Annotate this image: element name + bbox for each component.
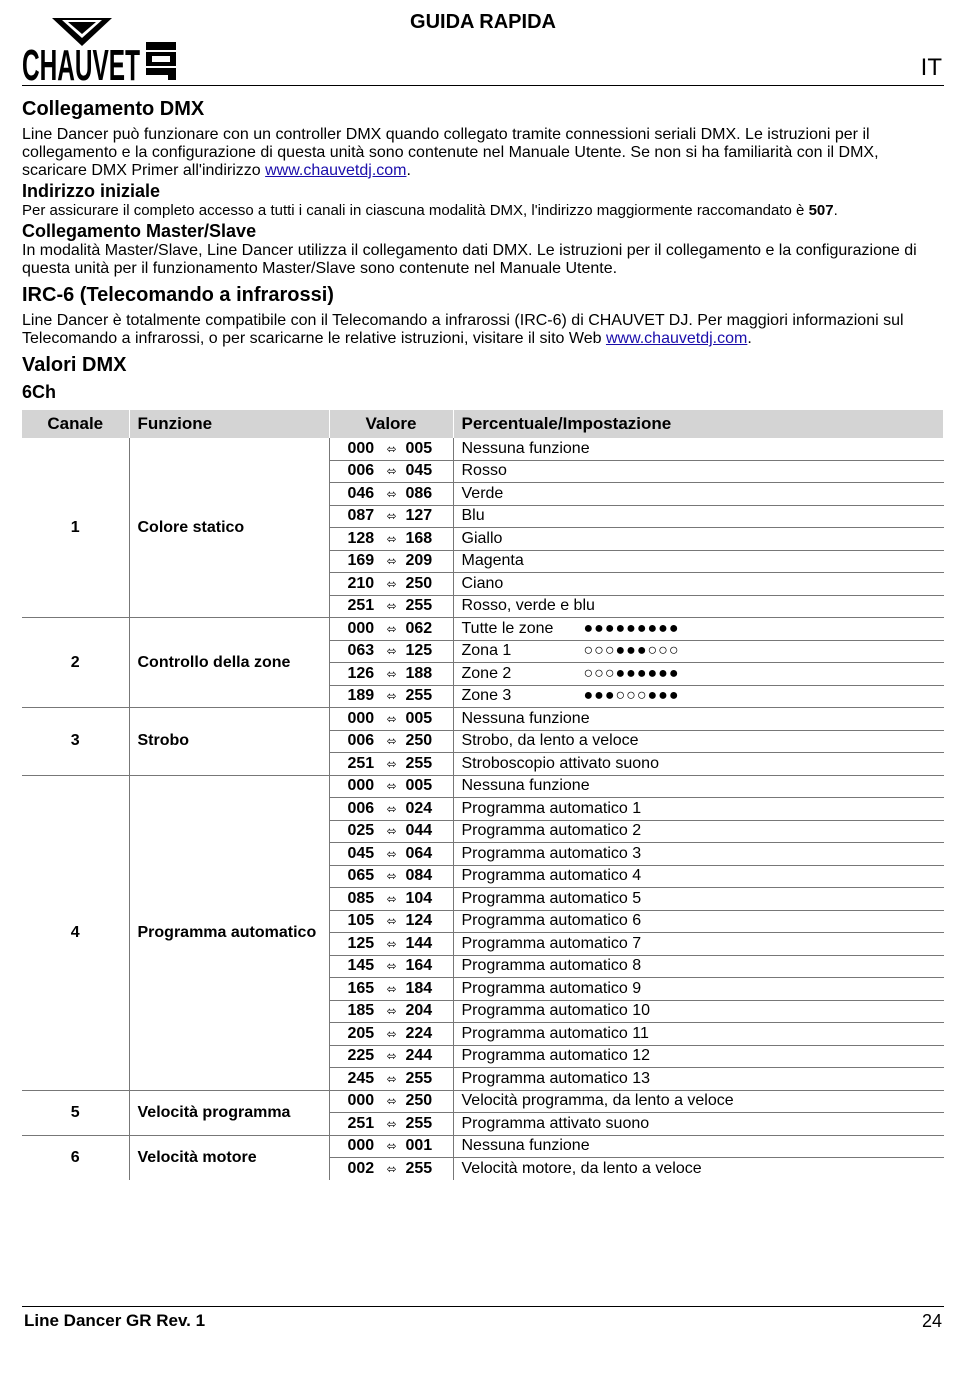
setting-label: Programma automatico 3 — [461, 844, 642, 862]
range-end: 044 — [405, 822, 433, 840]
table-row — [22, 438, 944, 460]
range-end: 250 — [405, 574, 433, 592]
header-divider — [22, 85, 944, 86]
double-arrow-icon: ⬄ — [386, 621, 397, 636]
setting-label: Programma automatico 12 — [461, 1047, 651, 1065]
range-end: 104 — [405, 889, 433, 907]
logo-wordmark: CHAUVET — [22, 41, 141, 90]
setting-description — [453, 528, 944, 551]
channel-number: 6 — [22, 1135, 129, 1180]
setting-label: Programma automatico 9 — [461, 979, 642, 997]
range-start: 046 — [347, 484, 375, 502]
channel-number: 4 — [22, 775, 129, 1090]
setting-label: Rosso, verde e blu — [461, 597, 595, 615]
range-start: 002 — [347, 1159, 375, 1177]
setting-description — [453, 573, 944, 596]
setting-description — [453, 798, 944, 821]
range-start: 251 — [347, 1114, 375, 1132]
range-end: 224 — [405, 1024, 433, 1042]
setting-label: Strobo, da lento a veloce — [461, 732, 639, 750]
double-arrow-icon: ⬄ — [386, 959, 397, 974]
double-arrow-icon: ⬄ — [386, 1139, 397, 1154]
double-arrow-icon: ⬄ — [386, 756, 397, 771]
range-end: 255 — [405, 687, 433, 705]
range-end: 255 — [405, 1159, 433, 1177]
setting-label: Velocità motore, da lento a veloce — [461, 1159, 702, 1177]
doc-title: GUIDA RAPIDA — [410, 11, 556, 33]
range-end: 168 — [405, 529, 433, 547]
dmx-value-range — [329, 483, 453, 506]
range-start: 185 — [347, 1002, 375, 1020]
zone-pattern-icon: ○○○●●●●●● — [583, 664, 680, 682]
setting-description — [453, 1158, 944, 1180]
start-address-paragraph: Per assicurare il completo accesso a tutti i canali in ciascuna modalità DMX, l'indirizzo maggiormente raccomandato è 507. — [22, 202, 838, 219]
setting-label: Programma automatico 13 — [461, 1069, 651, 1087]
range-start: 126 — [347, 664, 375, 682]
setting-description — [453, 1135, 944, 1158]
double-arrow-icon: ⬄ — [386, 869, 397, 884]
recommended-address: 507 — [808, 202, 834, 219]
range-end: 255 — [405, 754, 433, 772]
range-end: 001 — [405, 1137, 433, 1155]
double-arrow-icon: ⬄ — [386, 891, 397, 906]
setting-label: Programma automatico 6 — [461, 912, 642, 930]
irc6-paragraph: Line Dancer è totalmente compatibile con il Telecomando a infrarossi (IRC-6) di CHAUVET DJ. Per maggiori informazioni sul Telecomando a infrarossi, o per scaricarne le relative istruzioni, visitare il sito Web www.chauvetdj.com. — [22, 312, 904, 347]
setting-label: Zone 2 — [461, 664, 512, 682]
double-arrow-icon: ⬄ — [386, 509, 397, 524]
double-arrow-icon: ⬄ — [386, 1116, 397, 1131]
dmx-value-range — [329, 843, 453, 866]
setting-description — [453, 730, 944, 753]
dmx-value-range — [329, 685, 453, 708]
setting-label: Velocità programma, da lento a veloce — [461, 1092, 734, 1110]
dmx-value-range — [329, 460, 453, 483]
dmx-value-range — [329, 933, 453, 956]
dmx-value-range — [329, 888, 453, 911]
dmx-value-range — [329, 528, 453, 551]
range-start: 006 — [347, 732, 375, 750]
setting-label: Stroboscopio attivato suono — [461, 754, 659, 772]
setting-description — [453, 753, 944, 776]
table-row — [22, 775, 944, 798]
dmx-value-range — [329, 550, 453, 573]
chauvetdj-link[interactable]: www.chauvetdj.com — [605, 330, 748, 347]
double-arrow-icon: ⬄ — [386, 1071, 397, 1086]
column-header: Canale — [22, 410, 129, 438]
dmx-value-range — [329, 798, 453, 821]
setting-description — [453, 865, 944, 888]
table-row — [22, 1135, 944, 1158]
range-start: 189 — [347, 687, 375, 705]
double-arrow-icon: ⬄ — [386, 531, 397, 546]
setting-description — [453, 460, 944, 483]
double-arrow-icon: ⬄ — [386, 846, 397, 861]
range-end: 045 — [405, 462, 433, 480]
dmx-value-range — [329, 505, 453, 528]
dmx-value-range — [329, 573, 453, 596]
range-start: 210 — [347, 574, 375, 592]
heading-dmx-link: Collegamento DMX — [22, 98, 205, 120]
double-arrow-icon: ⬄ — [386, 914, 397, 929]
range-end: 024 — [405, 799, 433, 817]
range-end: 250 — [405, 1092, 433, 1110]
setting-description — [453, 663, 944, 686]
setting-label: Programma attivato suono — [461, 1114, 650, 1132]
range-end: 127 — [405, 507, 433, 525]
range-start: 225 — [347, 1047, 375, 1065]
double-arrow-icon: ⬄ — [386, 486, 397, 501]
setting-label: Zona 1 — [461, 642, 512, 660]
setting-label: Programma automatico 11 — [461, 1024, 649, 1042]
range-start: 128 — [347, 529, 375, 547]
column-header: Percentuale/Impostazione — [453, 410, 944, 438]
dmx-value-range — [329, 708, 453, 731]
range-start: 000 — [347, 777, 375, 795]
setting-label: Nessuna funzione — [461, 777, 590, 795]
dmx-value-range — [329, 438, 453, 460]
double-arrow-icon: ⬄ — [386, 711, 397, 726]
dmx-value-range — [329, 910, 453, 933]
setting-description — [453, 1023, 944, 1046]
dmx-value-range — [329, 640, 453, 663]
dmx-value-range — [329, 1090, 453, 1113]
page-content — [22, 96, 944, 1180]
range-start: 006 — [347, 462, 375, 480]
dmx-value-range — [329, 1000, 453, 1023]
zone-pattern-icon: ●●●●●●●●● — [583, 619, 680, 637]
dmx-value-range — [329, 1135, 453, 1158]
range-start: 165 — [347, 979, 375, 997]
setting-label: Programma automatico 5 — [461, 889, 642, 907]
dmx-value-range — [329, 1045, 453, 1068]
dmx-value-range — [329, 1068, 453, 1091]
range-end: 255 — [405, 1069, 433, 1087]
range-start: 205 — [347, 1024, 375, 1042]
range-end: 188 — [405, 664, 433, 682]
setting-description — [453, 1045, 944, 1068]
range-end: 250 — [405, 732, 433, 750]
range-end: 164 — [405, 957, 433, 975]
setting-description — [453, 505, 944, 528]
channel-function: Colore statico — [129, 438, 329, 618]
setting-label: Tutte le zone — [461, 619, 554, 637]
range-end: 204 — [405, 1002, 433, 1020]
range-end: 005 — [405, 777, 433, 795]
setting-description — [453, 978, 944, 1001]
range-start: 125 — [347, 934, 375, 952]
setting-description — [453, 595, 944, 618]
setting-label: Magenta — [461, 552, 524, 570]
heading-6ch: 6Ch — [22, 382, 57, 402]
dmx-value-range — [329, 618, 453, 641]
double-arrow-icon: ⬄ — [386, 1004, 397, 1019]
range-start: 245 — [347, 1069, 375, 1087]
range-start: 025 — [347, 822, 375, 840]
setting-label: Programma automatico 10 — [461, 1002, 651, 1020]
double-arrow-icon: ⬄ — [386, 554, 397, 569]
setting-description — [453, 483, 944, 506]
range-start: 063 — [347, 642, 375, 660]
dmx-value-range — [329, 820, 453, 843]
setting-label: Rosso — [461, 462, 507, 480]
channel-function: Velocità programma — [129, 1090, 329, 1135]
range-end: 064 — [405, 844, 433, 862]
setting-label: Nessuna funzione — [461, 709, 590, 727]
setting-description — [453, 933, 944, 956]
setting-label: Nessuna funzione — [461, 1137, 590, 1155]
channel-function: Velocità motore — [129, 1135, 329, 1180]
range-start: 145 — [347, 957, 375, 975]
setting-description — [453, 1090, 944, 1113]
dmx-link-paragraph: Line Dancer può funzionare con un controller DMX quando collegato tramite connessioni seriali DMX. Le istruzioni per il collegamento e la configurazione di questa unità sono contenute nel Manuale Utente. Se non si ha familiarità con il DMX, scaricare DMX Primer all'indirizzo www.chauvetdj.com. — [22, 126, 879, 179]
range-end: 005 — [405, 709, 433, 727]
setting-description — [453, 618, 944, 641]
double-arrow-icon: ⬄ — [386, 779, 397, 794]
setting-description — [453, 955, 944, 978]
dmx-value-range — [329, 955, 453, 978]
range-start: 105 — [347, 912, 375, 930]
setting-description — [453, 820, 944, 843]
setting-description — [453, 1000, 944, 1023]
setting-label: Programma automatico 1 — [461, 799, 642, 817]
setting-label: Programma automatico 2 — [461, 822, 642, 840]
setting-description — [453, 438, 944, 460]
range-start: 045 — [347, 844, 375, 862]
setting-description — [453, 888, 944, 911]
master-slave-paragraph: In modalità Master/Slave, Line Dancer utilizza il collegamento dati DMX. Le istruzioni per il collegamento e la configurazione di questa unità per il funzionamento Master/Slave sono contenute nel Manuale Utente. — [22, 242, 917, 277]
double-arrow-icon: ⬄ — [386, 734, 397, 749]
heading-irc6: IRC-6 (Telecomando a infrarossi) — [22, 284, 334, 306]
setting-description — [453, 1113, 944, 1136]
setting-description — [453, 910, 944, 933]
range-start: 251 — [347, 754, 375, 772]
double-arrow-icon: ⬄ — [386, 599, 397, 614]
double-arrow-icon: ⬄ — [386, 666, 397, 681]
range-start: 000 — [347, 709, 375, 727]
footer-doc-name: Line Dancer GR Rev. 1 — [24, 1311, 206, 1330]
dmx-value-range — [329, 1023, 453, 1046]
page-number: 24 — [921, 1311, 942, 1331]
channel-number: 1 — [22, 438, 129, 618]
range-start: 000 — [347, 619, 375, 637]
heading-master-slave: Collegamento Master/Slave — [22, 221, 257, 241]
range-start: 000 — [347, 1092, 375, 1110]
range-start: 085 — [347, 889, 375, 907]
channel-number: 5 — [22, 1090, 129, 1135]
setting-label: Programma automatico 8 — [461, 957, 642, 975]
range-start: 251 — [347, 597, 375, 615]
table-row — [22, 708, 944, 731]
range-start: 000 — [347, 1137, 375, 1155]
setting-description — [453, 775, 944, 798]
chauvetdj-link[interactable]: www.chauvetdj.com — [265, 162, 407, 179]
range-end: 255 — [405, 1114, 433, 1132]
zone-pattern-icon: ●●●○○○●●● — [583, 687, 680, 705]
column-header: Funzione — [129, 410, 329, 438]
dmx-value-range — [329, 865, 453, 888]
double-arrow-icon: ⬄ — [386, 441, 397, 456]
range-end: 255 — [405, 597, 433, 615]
channel-function: Controllo della zone — [129, 618, 329, 708]
column-header: Valore — [329, 410, 453, 438]
dmx-value-range — [329, 595, 453, 618]
double-arrow-icon: ⬄ — [386, 801, 397, 816]
setting-description — [453, 1068, 944, 1091]
heading-dmx-values: Valori DMX — [22, 354, 127, 376]
setting-label: Ciano — [461, 574, 504, 592]
channel-function: Strobo — [129, 708, 329, 776]
setting-label: Zone 3 — [461, 687, 512, 705]
dmx-value-range — [329, 663, 453, 686]
range-start: 087 — [347, 507, 375, 525]
range-start: 000 — [347, 439, 375, 457]
range-start: 065 — [347, 867, 375, 885]
table-row — [22, 1090, 944, 1113]
setting-label: Programma automatico 4 — [461, 867, 642, 885]
range-end: 209 — [405, 552, 433, 570]
range-end: 124 — [405, 912, 433, 930]
double-arrow-icon: ⬄ — [386, 1161, 397, 1176]
channel-function: Programma automatico — [129, 775, 329, 1090]
range-end: 062 — [405, 619, 433, 637]
range-end: 244 — [405, 1047, 433, 1065]
setting-description — [453, 640, 944, 663]
range-end: 184 — [405, 979, 433, 997]
range-end: 144 — [405, 934, 433, 952]
dmx-value-range — [329, 730, 453, 753]
double-arrow-icon: ⬄ — [386, 576, 397, 591]
zone-pattern-icon: ○○○●●●○○○ — [583, 642, 680, 660]
double-arrow-icon: ⬄ — [386, 1026, 397, 1041]
double-arrow-icon: ⬄ — [386, 464, 397, 479]
dmx-value-range — [329, 978, 453, 1001]
setting-description — [453, 550, 944, 573]
setting-description — [453, 685, 944, 708]
channel-number: 2 — [22, 618, 129, 708]
setting-label: Blu — [461, 507, 485, 525]
table-row — [22, 618, 944, 641]
double-arrow-icon: ⬄ — [386, 981, 397, 996]
range-end: 084 — [405, 867, 433, 885]
setting-label: Verde — [461, 484, 504, 502]
dmx-value-range — [329, 753, 453, 776]
setting-description — [453, 708, 944, 731]
footer-divider — [22, 1306, 944, 1307]
dmx-value-range — [329, 1158, 453, 1180]
range-end: 086 — [405, 484, 433, 502]
setting-description — [453, 843, 944, 866]
double-arrow-icon: ⬄ — [386, 936, 397, 951]
double-arrow-icon: ⬄ — [386, 824, 397, 839]
double-arrow-icon: ⬄ — [386, 1049, 397, 1064]
double-arrow-icon: ⬄ — [386, 644, 397, 659]
dmx-value-range — [329, 1113, 453, 1136]
range-end: 125 — [405, 642, 433, 660]
heading-start-address: Indirizzo iniziale — [22, 181, 161, 201]
dmx-values-table — [22, 410, 944, 1180]
table-header-row — [22, 410, 944, 438]
double-arrow-icon: ⬄ — [386, 689, 397, 704]
dmx-value-range — [329, 775, 453, 798]
channel-number: 3 — [22, 708, 129, 776]
range-end: 005 — [405, 439, 433, 457]
setting-label: Programma automatico 7 — [461, 934, 642, 952]
range-start: 169 — [347, 552, 375, 570]
setting-label: Giallo — [461, 529, 503, 547]
double-arrow-icon: ⬄ — [386, 1094, 397, 1109]
setting-label: Nessuna funzione — [461, 439, 590, 457]
range-start: 006 — [347, 799, 375, 817]
language-code: IT — [920, 54, 942, 81]
